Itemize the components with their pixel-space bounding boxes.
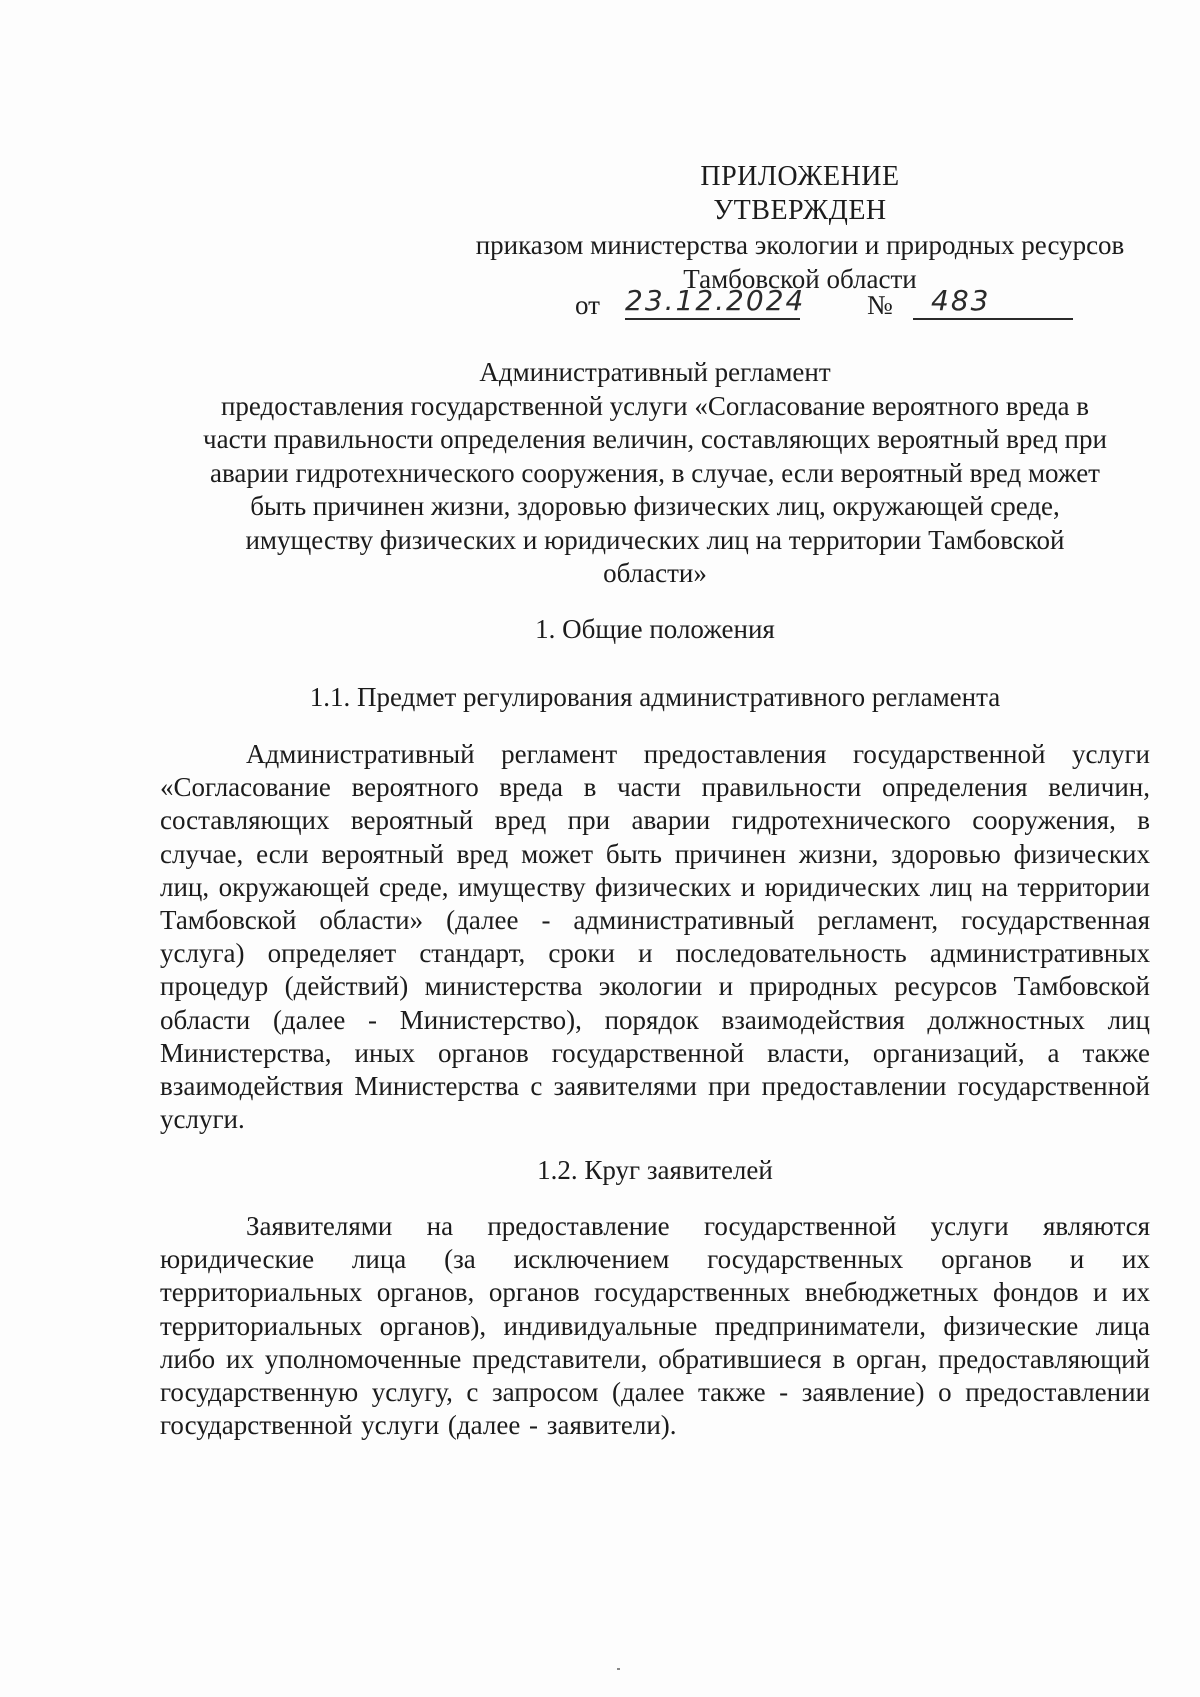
title-line: части правильности определения величин, составляющих вероятный вред при bbox=[203, 424, 1107, 454]
order-dateline bbox=[575, 286, 1135, 326]
title-line: имуществу физических и юридических лиц на территории Тамбовской bbox=[245, 524, 1065, 555]
section-heading-general: 1. Общие положения bbox=[535, 614, 775, 644]
paragraph-applicants: Заявителями на предоставление государственной услуги являются юридические лица (за исключением государственных органов и их территориальных органов, органов государственных внебюджетных фондов и их территориальных органов), индивидуальные предприниматели, физические лица либо их уполномоченные представители, обратившиеся в орган, предоставляющий государственную услугу, с запросом (далее также - заявление) о предоставлении государственной услуги (далее - заявители). bbox=[160, 1211, 1150, 1441]
header-region: Тамбовской области bbox=[683, 264, 917, 294]
title-line: предоставления государственной услуги «Согласование вероятного вреда в bbox=[220, 390, 1090, 421]
title-line: аварии гидротехнического сооружения, в случае, если вероятный вред может bbox=[210, 457, 1100, 488]
handwritten-date: 23.12.2024 bbox=[625, 284, 800, 320]
header-order-line: приказом министерства экологии и природных ресурсов bbox=[475, 230, 1125, 260]
number-sign: № bbox=[867, 290, 893, 320]
title-line: Административный регламент bbox=[479, 357, 831, 387]
date-prefix: от bbox=[575, 290, 600, 320]
paragraph-subject: Административный регламент предоставления государственной услуги «Согласование вероятного вреда в части правильности определения величин, составляющих вероятный вред при аварии гидротехнического сооружения, в случае, если вероятный вред может быть причинен жизни, здоровью физических лиц, окружающей среде, имуществу физических и юридических лиц на территории Тамбовской области» (далее - административный регламент, государственная услуга) определяет стандарт, сроки и последовательность административных процедур (действий) министерства экологии и природных ресурсов Тамбовской области (далее - Министерство), порядок взаимодействия должностных лиц Министерства, иных органов государственной власти, организаций, а также взаимодействия Министерства с заявителями при предоставлении государственной услуги. bbox=[160, 739, 1150, 1135]
title-line: области» bbox=[603, 558, 707, 588]
section-heading-subject: 1.1. Предмет регулирования административного регламента bbox=[309, 682, 1001, 712]
approval-header bbox=[440, 160, 1160, 296]
handwritten-number: 483 bbox=[913, 284, 1073, 320]
scan-speck bbox=[617, 1668, 620, 1670]
section-heading-applicants: 1.2. Круг заявителей bbox=[537, 1155, 773, 1185]
header-approved: УТВЕРЖДЕН bbox=[713, 195, 887, 226]
header-appendix: ПРИЛОЖЕНИЕ bbox=[700, 161, 900, 192]
title-line: быть причинен жизни, здоровью физических лиц, окружающей среде, bbox=[250, 491, 1060, 521]
document-title bbox=[160, 356, 1150, 591]
